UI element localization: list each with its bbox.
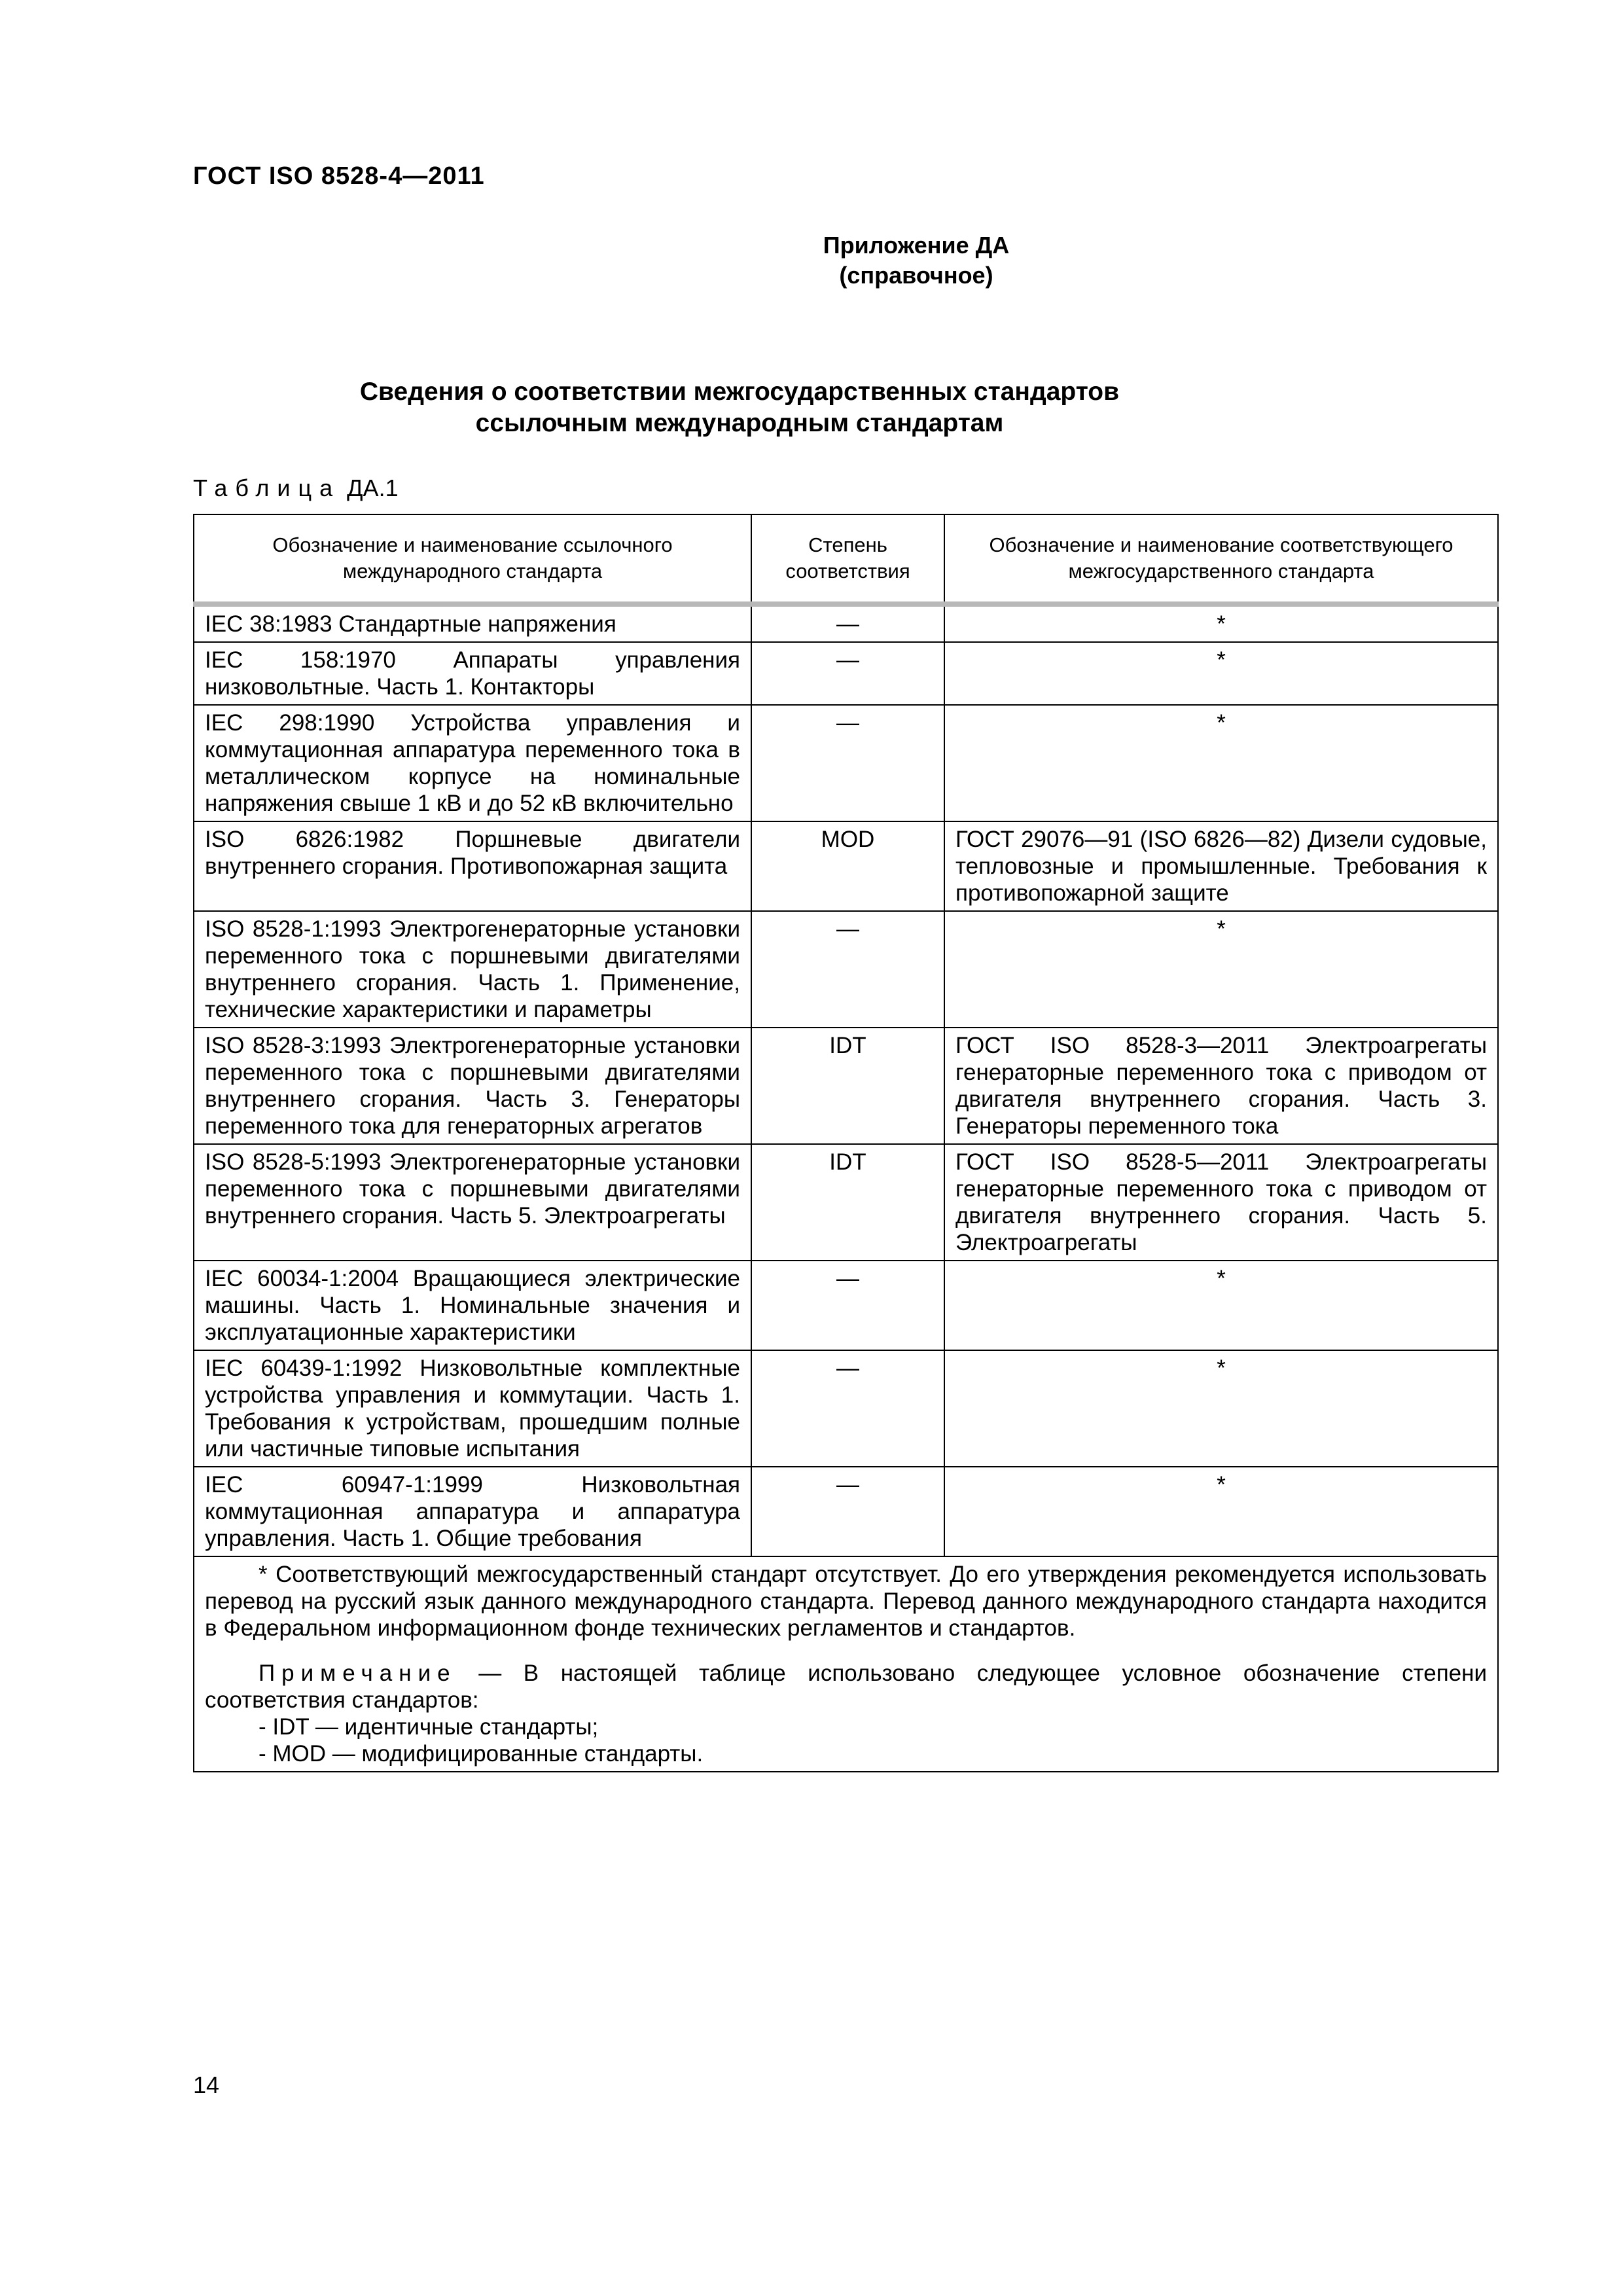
standards-correspondence-table [193, 514, 1499, 1772]
note-list-item: - IDT — идентичные стандарты; [259, 1714, 599, 1740]
cell-interstate-standard: * [944, 1261, 1498, 1350]
cell-interstate-standard: * [944, 911, 1498, 1028]
cell-interstate-standard: * [944, 1350, 1498, 1467]
page-number: 14 [193, 2072, 220, 2098]
cell-degree: — [751, 1261, 944, 1350]
table-row [194, 911, 1498, 1028]
cell-interstate-standard: * [944, 604, 1498, 642]
section-title-line-2: ссылочным международным стандартам [475, 409, 1004, 437]
table-row [194, 1144, 1498, 1261]
cell-interstate-standard: * [944, 642, 1498, 705]
table-caption [193, 475, 399, 502]
cell-international-standard: IEC 60439-1:1992 Низковольтные комплектные устройства управления и коммутации. Часть 1. Требования к устройствам, прошедшим полные или частичные типовые испытания [194, 1350, 751, 1467]
cell-degree: — [751, 642, 944, 705]
cell-degree: — [751, 604, 944, 642]
section-title [327, 376, 1152, 439]
cell-degree: IDT [751, 1144, 944, 1261]
table-row [194, 1467, 1498, 1556]
cell-international-standard: IEC 38:1983 Стандартные напряжения [194, 604, 751, 642]
cell-international-standard: ISO 8528-5:1993 Электрогенераторные установки переменного тока с поршневыми двигателями внутреннего сгорания. Часть 5. Электроагрегаты [194, 1144, 751, 1261]
table-row [194, 1028, 1498, 1144]
cell-interstate-standard: * [944, 1467, 1498, 1556]
table-caption-number: ДА.1 [347, 475, 399, 501]
header-international-standard: Обозначение и наименование ссылочного международного стандарта [194, 514, 751, 604]
table-row [194, 1350, 1498, 1467]
section-title-line-1: Сведения о соответствии межгосударственных стандартов [359, 378, 1120, 406]
table-footer [194, 1556, 1498, 1772]
cell-interstate-standard: ГОСТ 29076—91 (ISO 6826—82) Дизели судовые, тепловозные и промышленные. Требования к противопожарной защите [944, 821, 1498, 911]
table-row [194, 821, 1498, 911]
table-row [194, 642, 1498, 705]
cell-international-standard: ISO 8528-1:1993 Электрогенераторные установки переменного тока с поршневыми двигателями внутреннего сгорания. Часть 1. Применение, технические характеристики и параметры [194, 911, 751, 1028]
cell-degree: MOD [751, 821, 944, 911]
table-header-row [194, 514, 1498, 604]
table-row [194, 705, 1498, 821]
cell-interstate-standard: * [944, 705, 1498, 821]
note-text: — В настоящей таблице использовано следующее условное обозначение степени соответствия стандартов: [205, 1660, 1487, 1713]
cell-international-standard: IEC 60947-1:1999 Низковольтная коммутационная аппаратура и аппаратура управления. Часть 1. Общие требования [194, 1467, 751, 1556]
appendix-heading [654, 230, 1178, 291]
cell-degree: — [751, 1350, 944, 1467]
document-header: ГОСТ ISO 8528-4—2011 [193, 162, 485, 190]
cell-degree: IDT [751, 1028, 944, 1144]
cell-degree: — [751, 705, 944, 821]
cell-interstate-standard: ГОСТ ISO 8528-5—2011 Электроагрегаты генераторные переменного тока с приводом от двигателя внутреннего сгорания. Часть 5. Электроагрегаты [944, 1144, 1498, 1261]
cell-interstate-standard: ГОСТ ISO 8528-3—2011 Электроагрегаты генераторные переменного тока с приводом от двигателя внутреннего сгорания. Часть 3. Генераторы переменного тока [944, 1028, 1498, 1144]
note-label: Примечание [259, 1660, 457, 1686]
table-caption-word: Таблица [193, 475, 341, 501]
table-row [194, 1261, 1498, 1350]
table-note [205, 1660, 1487, 1713]
cell-degree: — [751, 1467, 944, 1556]
header-interstate-standard: Обозначение и наименование соответствующего межгосударственного стандарта [944, 514, 1498, 604]
cell-international-standard: IEC 60034-1:2004 Вращающиеся электрические машины. Часть 1. Номинальные значения и эксплуатационные характеристики [194, 1261, 751, 1350]
cell-international-standard: IEC 298:1990 Устройства управления и коммутационная аппаратура переменного тока в металлическом корпусе на номинальные напряжения свыше 1 кВ и до 52 кВ включительно [194, 705, 751, 821]
appendix-type: (справочное) [839, 262, 993, 289]
table-row [194, 604, 1498, 642]
cell-international-standard: ISO 8528-3:1993 Электрогенераторные установки переменного тока с поршневыми двигателями внутреннего сгорания. Часть 3. Генераторы переменного тока для генераторных агрегатов [194, 1028, 751, 1144]
cell-degree: — [751, 911, 944, 1028]
appendix-title: Приложение ДА [823, 232, 1010, 259]
table-footnote: * Соответствующий межгосударственный стандарт отсутствует. До его утверждения рекомендуется использовать перевод на русский язык данного международного стандарта. Перевод данного международного стандарта находится в Федеральном информационном фонде технических регламентов и стандартов. [205, 1562, 1487, 1641]
header-degree-of-correspondence: Степень соответствия [751, 514, 944, 604]
table-footer-row [194, 1556, 1498, 1772]
cell-international-standard: IEC 158:1970 Аппараты управления низковольтные. Часть 1. Контакторы [194, 642, 751, 705]
note-list-item: - MOD — модифицированные стандарты. [259, 1741, 704, 1767]
cell-international-standard: ISO 6826:1982 Поршневые двигатели внутреннего сгорания. Противопожарная защита [194, 821, 751, 911]
